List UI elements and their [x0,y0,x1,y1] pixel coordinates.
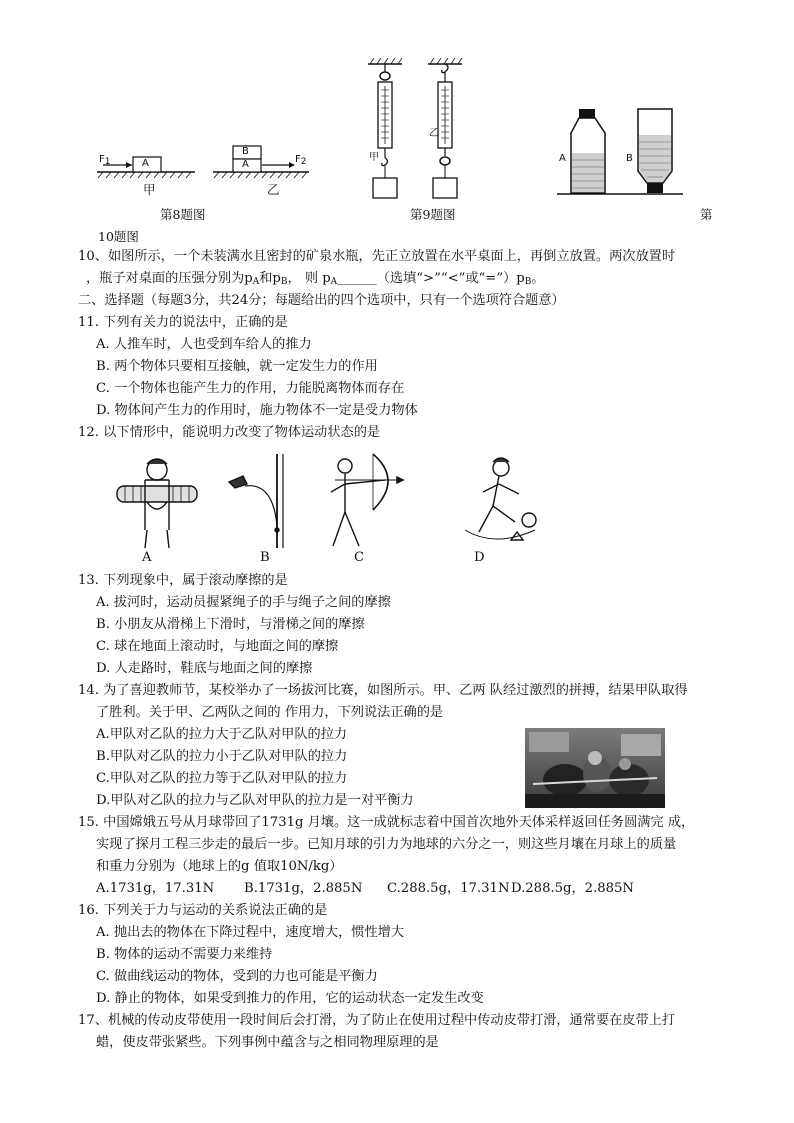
figure-8 [95,140,310,210]
q15-option-b: B.1731g，2.885N [244,881,363,896]
q15-line1: 15. 中国嫦娥五号从月球带回了1731g 月壤。这一成就标志着中国首次地外天体采样返回任务圆满完 成， [78,815,695,830]
q15-option-c: C.288.5g，17.31N [387,881,510,896]
q12-stem: 12. 以下情形中，能说明力改变了物体运动状态的是 [78,425,381,440]
q13-option-a: A. 拔河时，运动员握紧绳子的手与绳子之间的摩擦 [96,595,391,610]
q11-option-d: D. 物体间产生力的作用时，施力物体不一定是受力物体 [96,403,418,418]
q11-stem: 11. 下列有关力的说法中，正确的是 [78,315,288,330]
q12-figure [105,450,575,570]
figure-10-label-b: B [626,153,633,164]
q15-option-a: A.1731g，17.31N [96,881,215,896]
q11-option-a: A. 人推车时，人也受到车给人的推力 [96,337,312,352]
block-a-label-right: A [242,159,249,170]
q12-label-c: C [354,550,365,565]
q15-line3: 和重力分别为（地球上的g 值取10N/kg） [96,859,343,874]
figure-9-caption: 第9题图 [410,207,456,222]
q14-option-d: D.甲队对乙队的拉力与乙队对甲队的拉力是一对平衡力 [96,793,414,808]
q12-label-b: B [260,550,270,565]
f2-label: $F_2$ [295,154,307,167]
q12-image-c [331,454,403,546]
block-b-label: B [242,146,249,157]
figure-10-caption-part1: 第 [700,207,713,222]
q17-line2: 蜡，使皮带张紧些。下列事例中蕴含与之相同物理原理的是 [96,1035,439,1050]
q13-option-c: C. 球在地面上滚动时，与地面之间的摩擦 [96,639,339,654]
figure-8-label-yi: 乙 [267,182,280,197]
q17-line1: 17、机械的传动皮带使用一段时间后会打滑，为了防止在使用过程中传动皮带打滑，通常要在皮带上打 [78,1013,676,1028]
figure-9-label-jia: 甲 [369,152,379,163]
figure-9 [360,58,470,206]
figure-8-label-jia: 甲 [143,182,156,197]
q11-option-c: C. 一个物体也能产生力的作用，力能脱离物体而存在 [96,381,405,396]
q10-line1: 10、如图所示，一个未装满水且密封的矿泉水瓶，先正立放置在水平桌面上，再倒立放置。两次放置时 [78,249,676,264]
figure-9-drawing [360,58,470,203]
figure-10-drawing [555,105,685,205]
q12-drawing [105,450,575,550]
q16-stem: 16. 下列关于力与运动的关系说法正确的是 [78,903,328,918]
q15-line2: 实现了探月工程三步走的最后一步。已知月球的引力为地球的六分之一，则这些月壤在月球上的质量 [96,837,677,852]
figure-10 [555,105,685,205]
q13-option-d: D. 人走路时，鞋底与地面之间的摩擦 [96,661,313,676]
q16-option-c: C. 做曲线运动的物体，受到的力也可能是平衡力 [96,969,378,984]
q16-option-a: A. 抛出去的物体在下降过程中，速度增大，惯性增大 [96,925,405,940]
section-2-heading: 二、选择题（每题3分，共24分；每题给出的四个选项中，只有一个选项符合题意） [78,293,565,308]
q10-line2: ，瓶子对桌面的压强分别为$p_A$和$p_B$， 则 $p_A\_\_\_\_\_\_$（选填“>”“<”或“$=”)p_B$。 [86,271,545,287]
q13-option-b: B. 小朋友从滑梯上下滑时，与滑梯之间的摩擦 [96,617,365,632]
q14-line2: 了胜利。关于甲、乙两队之间的 作用力，下列说法正确的是 [96,705,444,720]
tug-of-war-photo [525,728,665,808]
q14-option-c: C.甲队对乙队的拉力等于乙队对甲队的拉力 [96,771,348,786]
q16-option-d: D. 静止的物体，如果受到推力的作用，它的运动状态一定发生改变 [96,991,484,1006]
q11-option-b: B. 两个物体只要相互接触，就一定发生力的作用 [96,359,378,374]
q13-stem: 13. 下列现象中，属于滚动摩擦的是 [78,573,288,588]
q12-image-d [465,458,536,540]
q12-image-b [229,454,283,548]
q12-image-a [117,459,197,548]
figure-8-caption: 第8题图 [160,207,206,222]
q14-option-a: A.甲队对乙队的拉力大于乙队对甲队的拉力 [96,727,348,742]
q12-label-d: D [474,550,485,565]
figure-9-label-yi: 乙 [429,128,439,139]
q12-label-a: A [142,550,152,565]
figure-10-label-a: A [559,153,566,164]
q15-option-d: D.288.5g，2.885N [511,881,634,896]
q16-option-b: B. 物体的运动不需要力来维持 [96,947,273,962]
figure-8-drawing [95,140,310,185]
q14-option-b: B.甲队对乙队的拉力小于乙队对甲队的拉力 [96,749,348,764]
block-a-label-left: A [142,158,149,169]
figure-10-caption-part2: 10题图 [98,229,139,244]
q14-line1: 14. 为了喜迎教师节，某校举办了一场拔河比赛，如图所示。甲、乙两 队经过激烈的拼搏，结果甲队取得 [78,683,688,698]
f1-label: $F_1$ [99,154,111,167]
